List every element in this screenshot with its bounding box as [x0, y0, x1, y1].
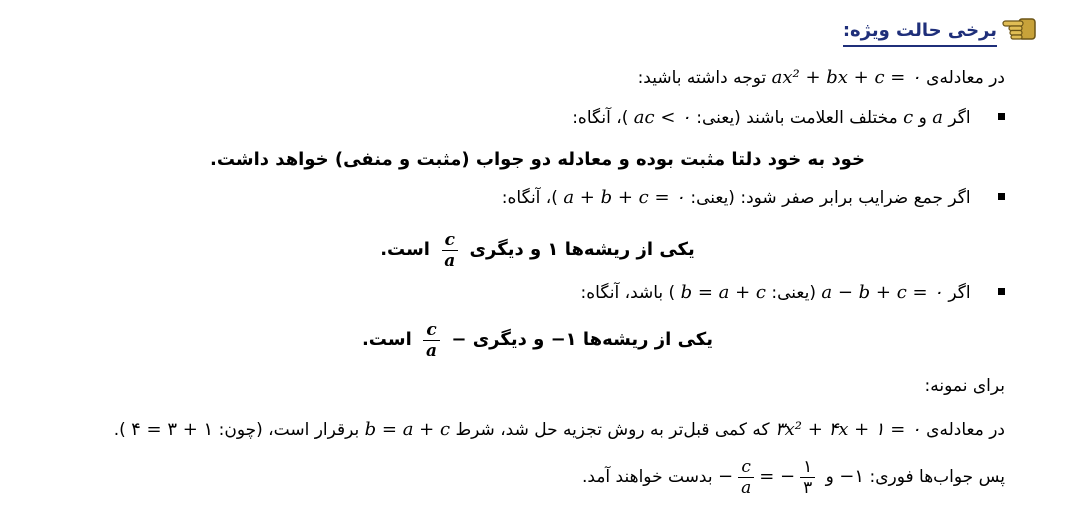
case2-result: [0, 228, 1075, 272]
fraction-denominator: ۳: [803, 477, 813, 498]
example-text-1: در معادله‌ی: [920, 420, 1005, 440]
var-a: a: [932, 107, 943, 128]
case3-result-text-1: یکی از ریشه‌ها ۱− و دیگری: [472, 329, 714, 350]
intro-text-before: در معادله‌ی: [920, 68, 1005, 88]
case3-condition: a − b + c = ۰: [821, 282, 943, 303]
root-two-expression: [718, 455, 820, 499]
fraction-one-third: [800, 457, 815, 498]
equals-minus: = −: [759, 466, 796, 487]
case1-text-1: اگر: [942, 108, 971, 128]
case1-text-4: )، آنگاه:: [572, 108, 629, 128]
fraction-numerator: c: [738, 457, 754, 478]
section-heading: برخی حالت ویژه:: [843, 18, 997, 47]
case2-text-1: اگر جمع ضرایب برابر صفر شود: (یعنی:: [684, 188, 971, 208]
case1-result: خود به خود دلتا مثبت بوده و معادله دو جواب (مثبت و منفی) خواهد داشت.: [210, 149, 865, 170]
case3-text-3: ) باشد، آنگاه:: [580, 283, 676, 303]
fraction-denominator: a: [741, 477, 752, 498]
fraction-numerator: ۱: [800, 457, 815, 478]
case1-line: [30, 104, 1005, 132]
example-text-4: ).: [113, 420, 126, 440]
case1-condition: ac < ۰: [633, 107, 691, 128]
example-check: ۴ = ۳ + ۱: [131, 419, 214, 440]
intro-line: [30, 64, 1005, 92]
fraction-denominator: a: [426, 340, 438, 361]
example-line-1: [30, 416, 1005, 444]
example-text-2: که کمی قبل‌تر به روش تجزیه حل شد، شرط: [450, 420, 770, 440]
var-c: c: [903, 107, 914, 128]
bullet-icon: [998, 288, 1005, 295]
example-label: برای نمونه:: [924, 376, 1005, 396]
example-answer-text-2: بدست خواهند آمد.: [582, 467, 713, 487]
case2-line: [30, 184, 1005, 212]
fraction-c-over-a: [441, 230, 458, 271]
example-equation: ۳x² + ۴x + ۱ = ۰: [774, 419, 921, 440]
case1-text-2: و: [913, 108, 927, 128]
pointing-hand-icon: [1001, 13, 1037, 43]
case2-condition: a + b + c = ۰: [563, 187, 685, 208]
minus-sign: −: [451, 329, 467, 350]
bullet-icon: [998, 113, 1005, 120]
fraction-numerator: c: [442, 230, 458, 251]
example-line-2: [30, 455, 1005, 499]
fraction-denominator: a: [444, 250, 456, 271]
case2-text-2: )، آنگاه:: [501, 188, 558, 208]
case3-text-1: اگر: [942, 283, 971, 303]
case1-text-3: مختلف العلامت باشند (یعنی:: [690, 108, 898, 128]
example-condition: b = a + c: [364, 419, 451, 440]
root-one: ۱−: [839, 466, 865, 487]
bullet-icon: [998, 193, 1005, 200]
quadratic-equation: ax² + bx + c = ۰: [771, 67, 921, 88]
example-answer-and: و: [820, 467, 834, 487]
case3-line: [30, 279, 1005, 307]
example-answer-text-1: پس جواب‌ها فوری:: [864, 467, 1005, 487]
case3-text-2: (یعنی:: [765, 283, 816, 303]
case3-condition-2: b = a + c: [680, 282, 766, 303]
fraction-numerator: c: [423, 320, 439, 341]
case2-result-text-2: است.: [380, 239, 430, 260]
case3-result: [0, 318, 1075, 362]
fraction-c-over-a: [738, 457, 754, 498]
minus-sign: −: [718, 466, 734, 487]
case3-result-text-2: است.: [361, 329, 412, 350]
example-text-3: برقرار است، (چون:: [213, 420, 360, 440]
case2-result-text-1: یکی از ریشه‌ها ۱ و دیگری: [469, 239, 695, 260]
intro-text-after: توجه داشته باشید:: [637, 68, 767, 88]
fraction-c-over-a: [423, 320, 440, 361]
